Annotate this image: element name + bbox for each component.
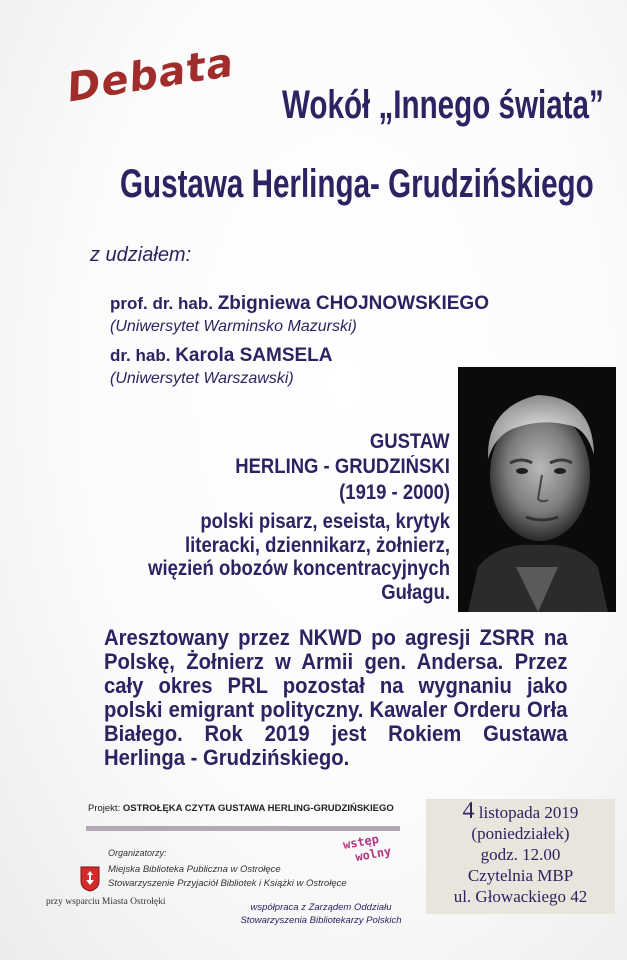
title-line-2: Gustawa Herlinga- Grudzińskiego <box>120 162 594 206</box>
guest2-affiliation: (Uniwersytet Warszawski) <box>110 370 294 387</box>
event-date <box>426 798 615 824</box>
free-entry-stamp <box>342 830 392 866</box>
bio-description: polski pisarz, eseista, krytyk literacki, dziennikarz, żołnierz, więzień obozów koncentracyjnych Gułagu. <box>148 510 451 604</box>
project-name: OSTROŁĘKA CZYTA GUSTAWA HERLING-GRUDZIŃSKIEGO <box>122 803 394 814</box>
city-support-note: przy wsparciu Miasta Ostrołęki <box>46 897 166 907</box>
guest2-title: dr. hab. <box>110 346 171 365</box>
cooperation-line-1: współpraca z Zarządem Oddziału <box>250 902 392 913</box>
guest2-name <box>110 345 333 367</box>
bio-name-line-2: HERLING - GRUDZIŃSKI <box>235 455 450 478</box>
event-month-year: listopada 2019 <box>478 803 579 822</box>
event-weekday: (poniedziałek) <box>471 824 570 843</box>
guest1-affiliation: (Uniwersytet Warminsko Mazurski) <box>110 318 357 335</box>
guest2-fullname: Karola SAMSELA <box>175 345 333 366</box>
event-address: ul. Głowackiego 42 <box>453 887 588 906</box>
stamp-line-1: wstęp <box>341 831 380 853</box>
guest1-name <box>110 293 489 315</box>
debata-heading: Debata <box>64 39 238 112</box>
title-line-1: Wokół „Innego świata” <box>282 83 604 127</box>
author-portrait <box>458 367 616 612</box>
organizer-2: Stowarzyszenie Przyjaciół Bibliotek i Książki w Ostrołęce <box>108 878 347 889</box>
divider <box>86 826 400 831</box>
event-day: 4 <box>462 798 475 824</box>
bio-name-line-1: GUSTAW <box>370 430 450 453</box>
bio-dates: (1919 - 2000) <box>339 481 450 504</box>
project-line <box>88 803 394 814</box>
event-info-box <box>426 799 615 914</box>
event-time: godz. 12.00 <box>480 845 561 864</box>
participants-intro: z udziałem: <box>90 244 192 266</box>
project-label: Projekt: <box>88 803 121 814</box>
bio-paragraph: Aresztowany przez NKWD po agresji ZSRR na Polskę, Żołnierz w Armii gen. Andersa. Przez cały okres PRL pozostał na wygnaniu jako polski emigrant polityczny. Kawaler Orderu Orła Białego. Rok 2019 jest Rokiem Gustawa Herlinga - Grudzińskiego. <box>104 625 568 770</box>
organizer-1: Miejska Biblioteka Publiczna w Ostrołęce <box>108 864 281 875</box>
event-venue: Czytelnia MBP <box>467 866 574 885</box>
cooperation-line-2: Stowarzyszenia Bibliotekarzy Polskich <box>240 915 402 926</box>
guest1-fullname: Zbigniewa CHOJNOWSKIEGO <box>217 293 489 314</box>
organizers-label: Organizatorzy: <box>108 848 167 858</box>
stamp-line-2: wolny <box>354 843 393 865</box>
guest1-title: prof. dr. hab. <box>110 294 213 313</box>
city-crest-icon <box>80 866 100 892</box>
